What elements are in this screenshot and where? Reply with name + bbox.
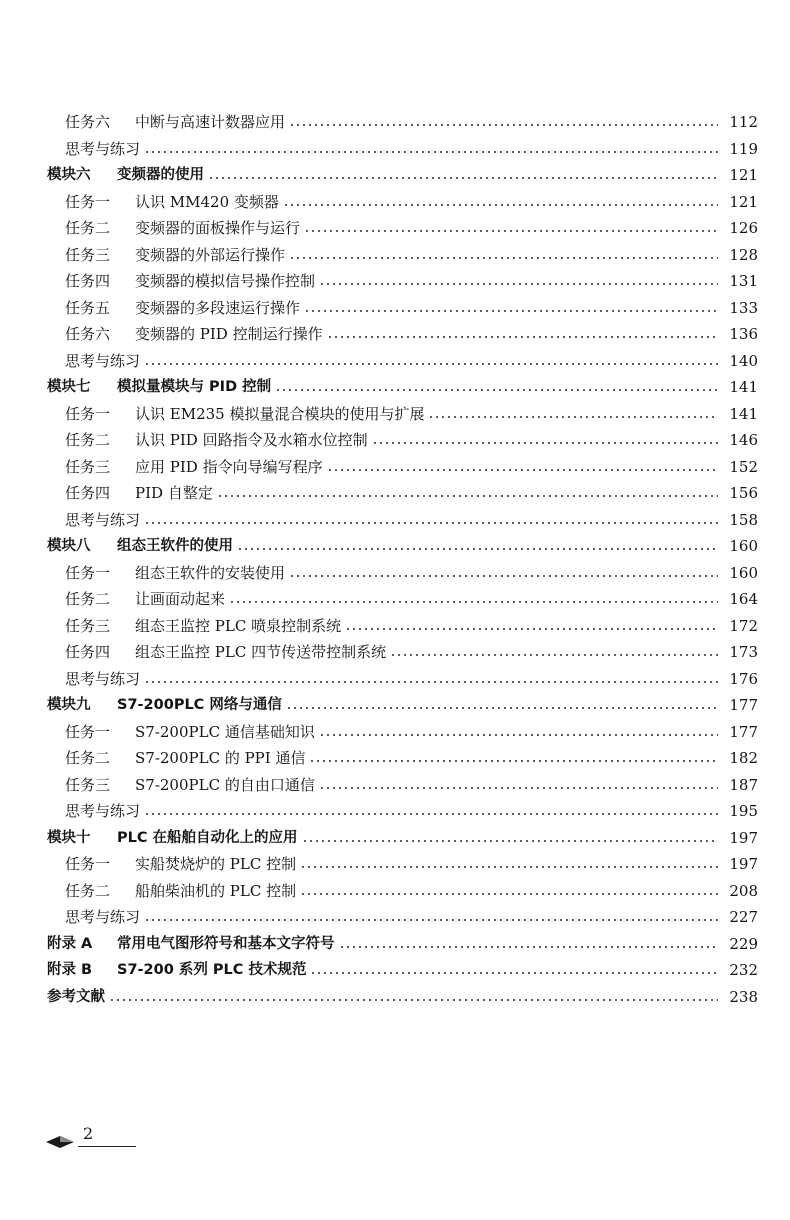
dot-leader — [327, 336, 718, 338]
toc-entry-number: 任务三 — [65, 775, 111, 794]
toc-page-number: 121 — [729, 192, 758, 211]
toc-task-entry[interactable] — [0, 454, 790, 481]
toc-module-entry[interactable] — [0, 957, 790, 984]
toc-entry-number: 任务四 — [65, 643, 111, 661]
toc-task-entry[interactable] — [0, 586, 790, 613]
toc-entry-label — [65, 136, 140, 163]
toc-page-number: 177 — [729, 722, 758, 741]
toc-entry-label — [65, 745, 305, 772]
toc-entry-title: 变频器的模拟信号操作控制 — [135, 272, 316, 290]
toc-page-number: 133 — [729, 298, 758, 317]
toc-entry-number: 任务一 — [65, 563, 111, 582]
toc-entry-label — [65, 613, 341, 640]
toc-task-entry[interactable] — [0, 878, 790, 905]
toc-module-entry[interactable] — [0, 984, 790, 1011]
toc-page-number: 197 — [729, 855, 758, 873]
toc-entry-number: 模块十 — [47, 829, 91, 846]
toc-page-number: 141 — [729, 404, 758, 423]
toc-entry-title: 参考文献 — [47, 988, 105, 1005]
toc-entry-title: 变频器的使用 — [117, 167, 204, 183]
dot-leader — [237, 548, 718, 550]
toc-entry-number: 任务六 — [65, 113, 111, 131]
toc-entry-number: 任务五 — [65, 298, 111, 317]
toc-entry-label — [65, 454, 323, 481]
dot-leader — [304, 230, 718, 232]
page-number-rule — [78, 1146, 136, 1147]
toc-entry-number: 任务四 — [65, 484, 111, 502]
toc-page-number: 176 — [729, 669, 758, 688]
toc-entry-title: 变频器的 PID 控制运行操作 — [135, 325, 323, 343]
toc-page-number: 177 — [729, 696, 758, 714]
toc-entry-title: 思考与练习 — [65, 802, 141, 820]
toc-page-number: 182 — [729, 749, 758, 767]
dot-leader — [208, 177, 718, 179]
toc-entry-title: 变频器的外部运行操作 — [135, 245, 286, 264]
toc-page-number: 128 — [729, 245, 758, 264]
toc-page-number: 172 — [729, 616, 758, 635]
toc-entry-title: 变频器的多段速运行操作 — [135, 298, 301, 317]
toc-entry-number: 任务一 — [65, 722, 111, 741]
toc-entry-number: 任务二 — [65, 219, 111, 237]
toc-task-entry[interactable] — [0, 745, 790, 772]
toc-entry-label — [47, 162, 204, 189]
toc-entry-label — [47, 692, 282, 719]
dot-leader — [319, 734, 718, 736]
toc-entry-title: 认识 EM235 模拟量混合模块的使用与扩展 — [135, 404, 425, 423]
toc-page-number: 160 — [729, 537, 758, 555]
toc-entry-title: S7-200 系列 PLC 技术规范 — [117, 962, 307, 978]
toc-entry-label — [65, 851, 296, 878]
toc-task-entry[interactable] — [0, 851, 790, 878]
toc-page-number: 140 — [729, 351, 758, 370]
dot-leader — [428, 416, 718, 418]
toc-entry-number: 任务六 — [65, 325, 111, 343]
toc-exercise-entry[interactable] — [0, 666, 790, 693]
toc-entry-title: 认识 PID 回路指令及水箱水位控制 — [135, 431, 368, 449]
toc-module-entry[interactable] — [0, 162, 790, 189]
toc-entry-label — [65, 639, 386, 666]
toc-entry-title: S7-200PLC 通信基础知识 — [135, 722, 315, 741]
toc-task-entry[interactable] — [0, 613, 790, 640]
toc-entry-number: 任务二 — [65, 749, 111, 767]
toc-entry-label — [47, 533, 233, 560]
toc-page-number: 126 — [729, 219, 758, 237]
toc-entry-number: 任务二 — [65, 881, 111, 900]
dot-leader — [144, 681, 718, 683]
dot-leader — [144, 522, 718, 524]
toc-entry-label — [47, 374, 271, 401]
toc-module-entry[interactable] — [0, 533, 790, 560]
dot-leader — [144, 813, 718, 815]
toc-entry-label — [65, 480, 213, 507]
dot-leader — [289, 257, 718, 259]
toc-page-number: 131 — [729, 272, 758, 290]
toc-entry-title: 认识 MM420 变频器 — [135, 192, 279, 211]
dot-leader — [229, 601, 718, 603]
toc-entry-title: 应用 PID 指令向导编写程序 — [135, 457, 323, 476]
toc-entry-title: S7-200PLC 的自由口通信 — [135, 775, 315, 794]
toc-entry-number: 任务四 — [65, 272, 111, 290]
toc-entry-title: 组态王监控 PLC 喷泉控制系统 — [135, 616, 342, 635]
toc-entry-label — [65, 295, 300, 322]
page-number: 2 — [83, 1124, 94, 1143]
toc-page-number: 238 — [729, 987, 758, 1006]
toc-page-number: 156 — [729, 484, 758, 502]
toc-entry-number: 任务一 — [65, 404, 111, 423]
diamond-ornament-icon — [46, 1136, 74, 1148]
dot-leader — [309, 760, 718, 762]
dot-leader — [217, 495, 718, 497]
dot-leader — [275, 389, 718, 391]
toc-entry-number: 任务三 — [65, 457, 111, 476]
toc-page-number: 229 — [729, 934, 758, 953]
toc-entry-number: 模块六 — [47, 167, 91, 183]
toc-entry-number: 附录 B — [47, 962, 93, 978]
toc-task-entry[interactable] — [0, 321, 790, 348]
toc-entry-label — [47, 957, 306, 984]
toc-task-entry[interactable] — [0, 560, 790, 587]
toc-entry-number: 任务二 — [65, 590, 111, 608]
toc-task-entry[interactable] — [0, 401, 790, 428]
toc-module-entry[interactable] — [0, 692, 790, 719]
toc-entry-label — [65, 401, 424, 428]
toc-entry-label — [65, 189, 279, 216]
toc-page-number: 112 — [729, 113, 758, 131]
toc-entry-title: 船舶柴油机的 PLC 控制 — [135, 881, 297, 900]
toc-entry-label — [65, 321, 323, 348]
toc-entry-number: 任务一 — [65, 192, 111, 211]
page-footer — [40, 1122, 120, 1162]
toc-module-entry[interactable] — [0, 374, 790, 401]
toc-module-entry[interactable] — [0, 931, 790, 958]
dot-leader — [327, 469, 718, 471]
dot-leader — [283, 204, 718, 206]
toc-task-entry[interactable] — [0, 215, 790, 242]
toc-entry-label — [65, 904, 140, 931]
toc-entry-label — [65, 560, 285, 587]
dot-leader — [319, 787, 718, 789]
toc-entry-title: 思考与练习 — [65, 510, 141, 529]
dot-leader — [302, 840, 718, 842]
toc-entry-number: 任务二 — [65, 431, 111, 449]
toc-entry-number: 任务三 — [65, 245, 111, 264]
toc-entry-label — [65, 242, 285, 269]
toc-task-entry[interactable] — [0, 268, 790, 295]
toc-entry-label — [47, 825, 298, 852]
toc-page-number: 164 — [729, 590, 758, 608]
toc-task-entry[interactable] — [0, 242, 790, 269]
toc-exercise-entry[interactable] — [0, 348, 790, 375]
toc-entry-title: PLC 在船舶自动化上的应用 — [117, 829, 298, 846]
toc-module-entry[interactable] — [0, 825, 790, 852]
toc-entry-title: 中断与高速计数器应用 — [135, 113, 286, 131]
toc-task-entry[interactable] — [0, 109, 790, 136]
toc-entry-title: 思考与练习 — [65, 351, 141, 370]
dot-leader — [289, 124, 718, 126]
dot-leader — [144, 151, 718, 153]
toc-page-number: 141 — [729, 378, 758, 396]
toc-page-number: 119 — [729, 139, 758, 158]
toc-page-number: 146 — [729, 431, 758, 449]
dot-leader — [310, 972, 718, 974]
toc-exercise-entry[interactable] — [0, 904, 790, 931]
toc-entry-number: 任务三 — [65, 616, 111, 635]
toc-entry-label — [65, 268, 315, 295]
toc-page-number: 232 — [729, 961, 758, 979]
toc-page-number: 197 — [729, 828, 758, 847]
toc-entry-number: 任务一 — [65, 855, 111, 873]
toc-entry-title: 组态王监控 PLC 四节传送带控制系统 — [135, 643, 387, 661]
toc-entry-title: S7-200PLC 网络与通信 — [117, 697, 282, 713]
toc-task-entry[interactable] — [0, 189, 790, 216]
toc-entry-title: 变频器的面板操作与运行 — [135, 219, 301, 237]
toc-entry-title: 实船焚烧炉的 PLC 控制 — [135, 855, 297, 873]
toc-entry-number: 模块九 — [47, 697, 91, 713]
toc-entry-label — [65, 666, 140, 693]
toc-task-entry[interactable] — [0, 480, 790, 507]
toc-task-entry[interactable] — [0, 295, 790, 322]
toc-task-entry[interactable] — [0, 719, 790, 746]
toc-entry-label — [47, 984, 105, 1011]
toc-entry-label — [65, 215, 300, 242]
toc-page-number: 152 — [729, 457, 758, 476]
toc-entry-label — [65, 427, 368, 454]
toc-entry-number: 附录 A — [47, 935, 93, 952]
dot-leader — [300, 893, 718, 895]
toc-entry-title: PID 自整定 — [135, 484, 213, 502]
toc-page-number: 227 — [729, 908, 758, 926]
dot-leader — [345, 628, 718, 630]
dot-leader — [300, 866, 718, 868]
toc-entry-title: 思考与练习 — [65, 139, 141, 158]
toc-entry-label — [65, 878, 296, 905]
table-of-contents — [0, 109, 790, 1010]
toc-entry-label — [65, 109, 285, 136]
dot-leader — [372, 442, 718, 444]
toc-entry-label — [65, 772, 315, 799]
toc-page-number: 158 — [729, 510, 758, 529]
toc-page-number: 187 — [729, 775, 758, 794]
toc-page-number: 195 — [729, 802, 758, 820]
toc-entry-label — [65, 719, 315, 746]
toc-entry-number: 模块七 — [47, 379, 91, 395]
dot-leader — [144, 919, 718, 921]
toc-entry-title: 思考与练习 — [65, 908, 141, 926]
dot-leader — [286, 707, 718, 709]
toc-entry-title: 组态王软件的使用 — [117, 538, 233, 554]
toc-entry-label — [65, 586, 225, 613]
toc-entry-number: 模块八 — [47, 538, 91, 554]
toc-task-entry[interactable] — [0, 772, 790, 799]
toc-exercise-entry[interactable] — [0, 136, 790, 163]
toc-page-number: 160 — [729, 563, 758, 582]
toc-exercise-entry[interactable] — [0, 507, 790, 534]
toc-exercise-entry[interactable] — [0, 798, 790, 825]
dot-leader — [390, 654, 718, 656]
toc-entry-title: 模拟量模块与 PID 控制 — [117, 379, 272, 395]
toc-task-entry[interactable] — [0, 427, 790, 454]
dot-leader — [144, 363, 718, 365]
dot-leader — [289, 575, 718, 577]
dot-leader — [319, 283, 718, 285]
toc-page-number: 173 — [729, 643, 758, 661]
dot-leader — [339, 946, 719, 948]
toc-entry-title: S7-200PLC 的 PPI 通信 — [135, 749, 306, 767]
toc-entry-title: 组态王软件的安装使用 — [135, 563, 286, 582]
dot-leader — [304, 310, 718, 312]
dot-leader — [109, 999, 718, 1001]
toc-page-number: 121 — [729, 166, 758, 184]
toc-entry-title: 常用电气图形符号和基本文字符号 — [117, 935, 335, 952]
toc-entry-title: 让画面动起来 — [135, 590, 226, 608]
toc-entry-title: 思考与练习 — [65, 669, 141, 688]
toc-task-entry[interactable] — [0, 639, 790, 666]
toc-entry-label — [65, 507, 140, 534]
toc-entry-label — [65, 798, 140, 825]
toc-page-number: 208 — [729, 881, 758, 900]
toc-page-number: 136 — [729, 325, 758, 343]
toc-entry-label — [47, 931, 335, 958]
toc-entry-label — [65, 348, 140, 375]
